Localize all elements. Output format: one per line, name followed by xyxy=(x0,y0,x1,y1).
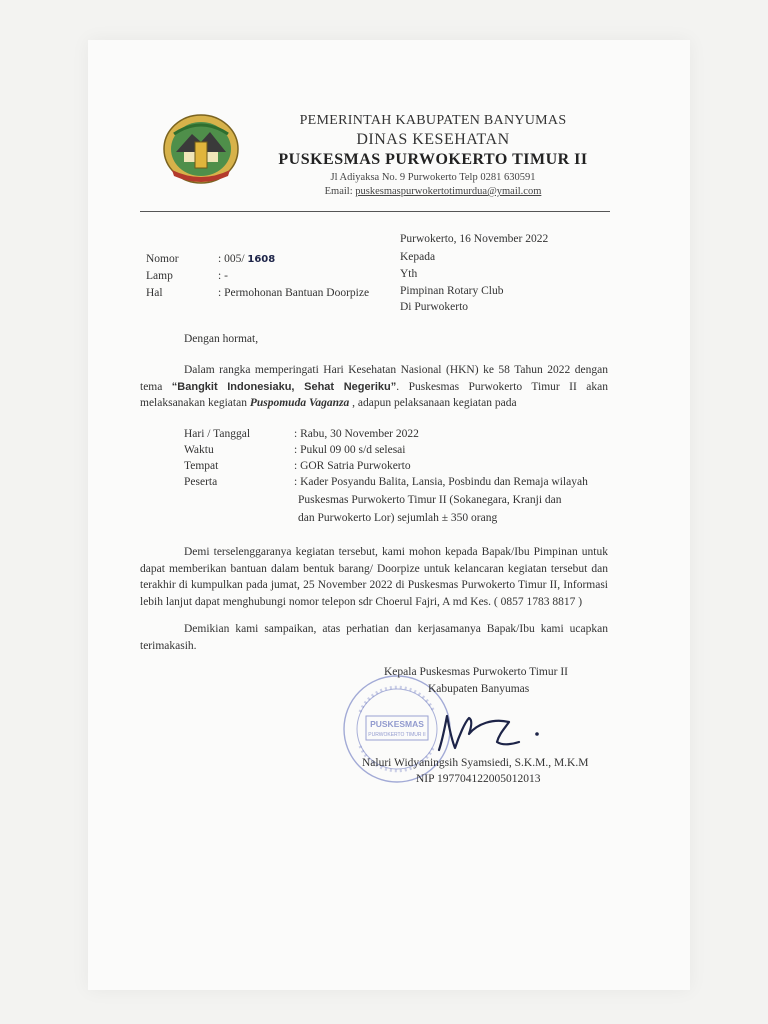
stamp-line1: PUSKESMAS xyxy=(370,719,424,729)
paragraph-intro xyxy=(140,362,608,412)
email-link[interactable]: puskesmaspurwokertotimurdua@ymail.com xyxy=(355,186,542,197)
detail-label: Waktu xyxy=(184,444,214,456)
lamp-label: Lamp xyxy=(146,270,173,282)
detail-row xyxy=(184,458,628,474)
signatory-region: Kabupaten Banyumas xyxy=(428,683,530,695)
detail-label: Tempat xyxy=(184,460,219,472)
paragraph-closing xyxy=(140,621,608,654)
intro-text-a: Dalam rangka memperingati Hari Kesehatan Nasional (HKN) ke 58 Tahun 2022 dengan tema xyxy=(140,364,608,393)
detail-row xyxy=(184,426,628,442)
lamp-value: : - xyxy=(218,270,228,282)
recipient-place: Di Purwokerto xyxy=(400,301,469,313)
detail-row xyxy=(184,474,628,490)
signatory-title: Kepala Puskesmas Purwokerto Timur II xyxy=(384,666,568,678)
letterhead-puskesmas: PUSKESMAS PURWOKERTO TIMUR II xyxy=(278,151,588,168)
letterhead-agency: DINAS KESEHATAN xyxy=(356,131,510,148)
nomor-value xyxy=(218,251,275,268)
handwritten-signature xyxy=(425,708,555,756)
stamp-line2: PURWOKERTO TIMUR II xyxy=(368,732,426,738)
intro-text-c: , adapun pelaksanaan kegiatan pada xyxy=(349,397,517,409)
detail-row-continued xyxy=(184,492,628,508)
greeting: Dengan hormat, xyxy=(184,333,259,345)
signatory-name: Naluri Widyaningsih Syamsiedi, S.K.M., M.K.M xyxy=(362,757,589,769)
letterhead-email: Email: puskesmaspurwokertotimurdua@ymail.com xyxy=(324,186,542,197)
detail-value-continued: dan Purwokerto Lor) sejumlah ± 350 orang xyxy=(298,512,498,524)
letterhead-rule xyxy=(140,211,610,212)
kepada-label: Kepada xyxy=(400,251,436,263)
detail-value: : Kader Posyandu Balita, Lansia, Posbindu dan Remaja wilayah xyxy=(294,476,588,488)
request-text: Demi terselenggaranya kegiatan tersebut, kami mohon kepada Bapak/Ibu Pimpinan untuk dapat memberikan bantuan dalam bentuk barang/ Doorpize untuk kelancaran kegiatan tersebut dan terakhir di kumpulkan pada jumat, 25 November 2022 di Puskesmas Purwokerto Timur II, Informasi lebih lanjut dapat menghubungi nomor telepon sdr Choerul Fajri, A md Kes. ( 0857 1783 8817 ) xyxy=(140,546,608,608)
hal-value: : Permohonan Bantuan Doorpize xyxy=(218,287,370,299)
place-date: Purwokerto, 16 November 2022 xyxy=(400,233,549,245)
event-details xyxy=(184,426,628,526)
detail-value: : GOR Satria Purwokerto xyxy=(294,460,411,472)
detail-label: Peserta xyxy=(184,476,218,488)
hal-label: Hal xyxy=(146,287,163,299)
detail-label: Hari / Tanggal xyxy=(184,428,251,440)
intro-theme: “Bangkit Indonesiaku, Sehat Negeriku” xyxy=(171,380,397,393)
letterhead-government: PEMERINTAH KABUPATEN BANYUMAS xyxy=(299,113,567,128)
paragraph-request xyxy=(140,544,608,610)
detail-value: : Rabu, 30 November 2022 xyxy=(294,428,419,440)
yth-label: Yth xyxy=(400,268,418,280)
intro-text-b: . Puskesmas Purwokerto Timur II akan melaksanakan kegiatan xyxy=(140,380,608,409)
email-label: Email xyxy=(324,186,350,197)
letterhead xyxy=(268,112,598,199)
detail-row xyxy=(184,442,628,458)
detail-value-continued: Puskesmas Purwokerto Timur II (Sokanegara, Kranji dan xyxy=(298,494,562,506)
detail-row-continued xyxy=(184,510,628,526)
letterhead-address: Jl Adiyaksa No. 9 Purwokerto Telp 0281 630591 xyxy=(330,172,536,183)
recipient-name: Pimpinan Rotary Club xyxy=(400,285,504,297)
closing-text: Demikian kami sampaikan, atas perhatian dan kerjasamanya Bapak/Ibu kami ucapkan terimakasih. xyxy=(140,623,608,652)
signatory-nip: NIP 197704122005012013 xyxy=(416,773,541,785)
intro-event-name: Puspomuda Vaganza xyxy=(249,397,350,409)
nomor-prefix: : 005/ xyxy=(218,253,245,265)
nomor-handwritten: 1608 xyxy=(247,254,276,265)
nomor-label: Nomor xyxy=(146,253,179,265)
detail-value: : Pukul 09 00 s/d selesai xyxy=(294,444,406,456)
banyumas-regency-logo xyxy=(162,112,240,186)
